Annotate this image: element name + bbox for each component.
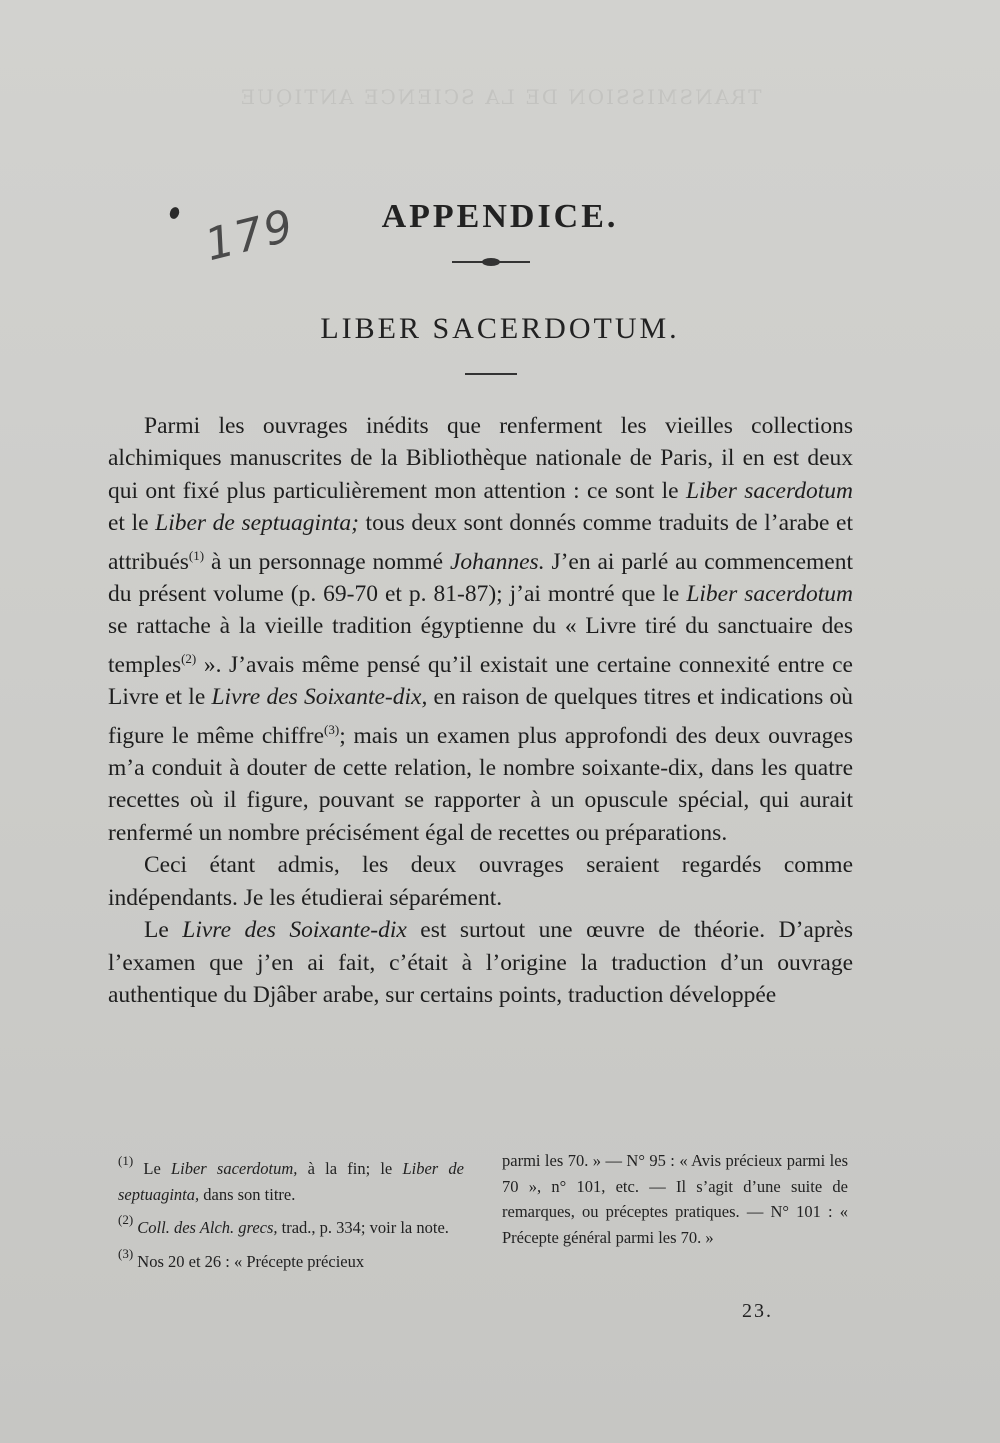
text-run: est surtout une œuvre de théorie. D’après l’examen que j’en ai fait, c’était à l’origine la traduction d’un ouvrage authentique du Djâber arabe, sur certains points, traduction développée (108, 917, 853, 1008)
footnote-ref: (2) (181, 650, 197, 666)
italic-text: Liber de septuaginta, (118, 1159, 464, 1204)
text-run: tous deux sont donnés comme traduits de l’arabe et attribués (108, 510, 854, 575)
footnote-ref: (2) (118, 1212, 134, 1227)
section-rule (465, 373, 517, 375)
text-run: ; mais un examen plus approfondi des deux ouvrages m’a conduit à douter de cette relation, le nombre soixante-dix, dans les quatre recettes où il figure, pouvant se rapporter à un opuscule spécial, qui aurait renfermé un nombre précisément égal de recettes ou préparations. (108, 722, 853, 846)
footnotes-left-column (118, 1148, 464, 1274)
text-run: parmi les 70. » — N° 95 : « Avis précieux parmi les 70 », n° 101, etc. — Il s’agit d’une suite de remarques, ou préceptes pratiques. — N° 101 : « Précepte général parmi les 70. » (502, 1151, 848, 1247)
text-run: en raison de quelques titres et indications où figure le même chiffre (108, 684, 854, 749)
italic-text: Johannes. (449, 548, 545, 575)
footnote-ref: (3) (118, 1245, 134, 1261)
text-run: J’en ai parlé au commencement du présent volume (p. 69-70 et p. 81-87); j’ai montré que le (108, 548, 854, 608)
text-run: à la fin; le (297, 1159, 403, 1178)
section-title: LIBER SACERDOTUM. (320, 312, 680, 345)
text-run: à un personnage nommé (204, 548, 450, 575)
footnote-ref: (3) (324, 721, 340, 737)
text-run: et le (108, 510, 156, 537)
page-title: APPENDICE. (381, 198, 619, 235)
paragraph (108, 914, 853, 1011)
text-run: Le (133, 1159, 171, 1178)
italic-text: Coll. des Alch. grecs, (137, 1218, 278, 1237)
page-number: 23. (742, 1300, 773, 1322)
footnote (118, 1207, 464, 1241)
text-run: Le (144, 917, 183, 944)
text-run: Ceci étant admis, les deux ouvrages seraient regardés comme indépendants. Je les étudierai séparément. (108, 852, 853, 911)
footnote-ref: (1) (188, 547, 205, 563)
footnote-ref: (1) (118, 1153, 134, 1168)
bleed-through-text: TRANSMISSION DE LA SCIENCE ANTIQUE (238, 85, 762, 109)
text-run: trad., p. 334; voir la note. (277, 1218, 449, 1237)
handwritten-page-number: 179 (200, 199, 300, 272)
italic-text: Liber de septuaginta; (155, 510, 359, 537)
text-run: ». J’avais même pensé qu’il existait une certaine connexité entre ce Livre et le (108, 651, 853, 711)
footnote (118, 1241, 464, 1275)
paragraph (108, 849, 853, 914)
text-run: dans son titre. (199, 1184, 296, 1204)
italic-text: Livre des Soixante-dix (182, 917, 407, 944)
footnote (118, 1148, 464, 1207)
text-run: Nos 20 et 26 : « Précepte précieux (133, 1251, 365, 1271)
footnotes (118, 1148, 848, 1274)
text-run: Parmi les ouvrages inédits que renferment les vieilles collections alchimiques manuscrites de la Bibliothèque nationale de Paris, il en est deux qui ont fixé plus particulièrement mon attention : ce sont le (108, 413, 853, 504)
paragraph (108, 410, 853, 849)
italic-text: Livre des Soixante-dix, (211, 684, 428, 711)
italic-text: Liber sacerdotum, (170, 1159, 298, 1178)
body-text (108, 410, 853, 1011)
italic-text: Liber sacerdotum (685, 477, 853, 504)
text-run: se rattache à la vieille tradition égyptienne du « Livre tiré du sanctuaire des temples (108, 613, 853, 678)
title-ornament-rule (452, 261, 530, 263)
footnotes-right-column (502, 1148, 848, 1274)
italic-text: Liber sacerdotum (686, 581, 853, 608)
footnote-continuation (502, 1148, 848, 1250)
